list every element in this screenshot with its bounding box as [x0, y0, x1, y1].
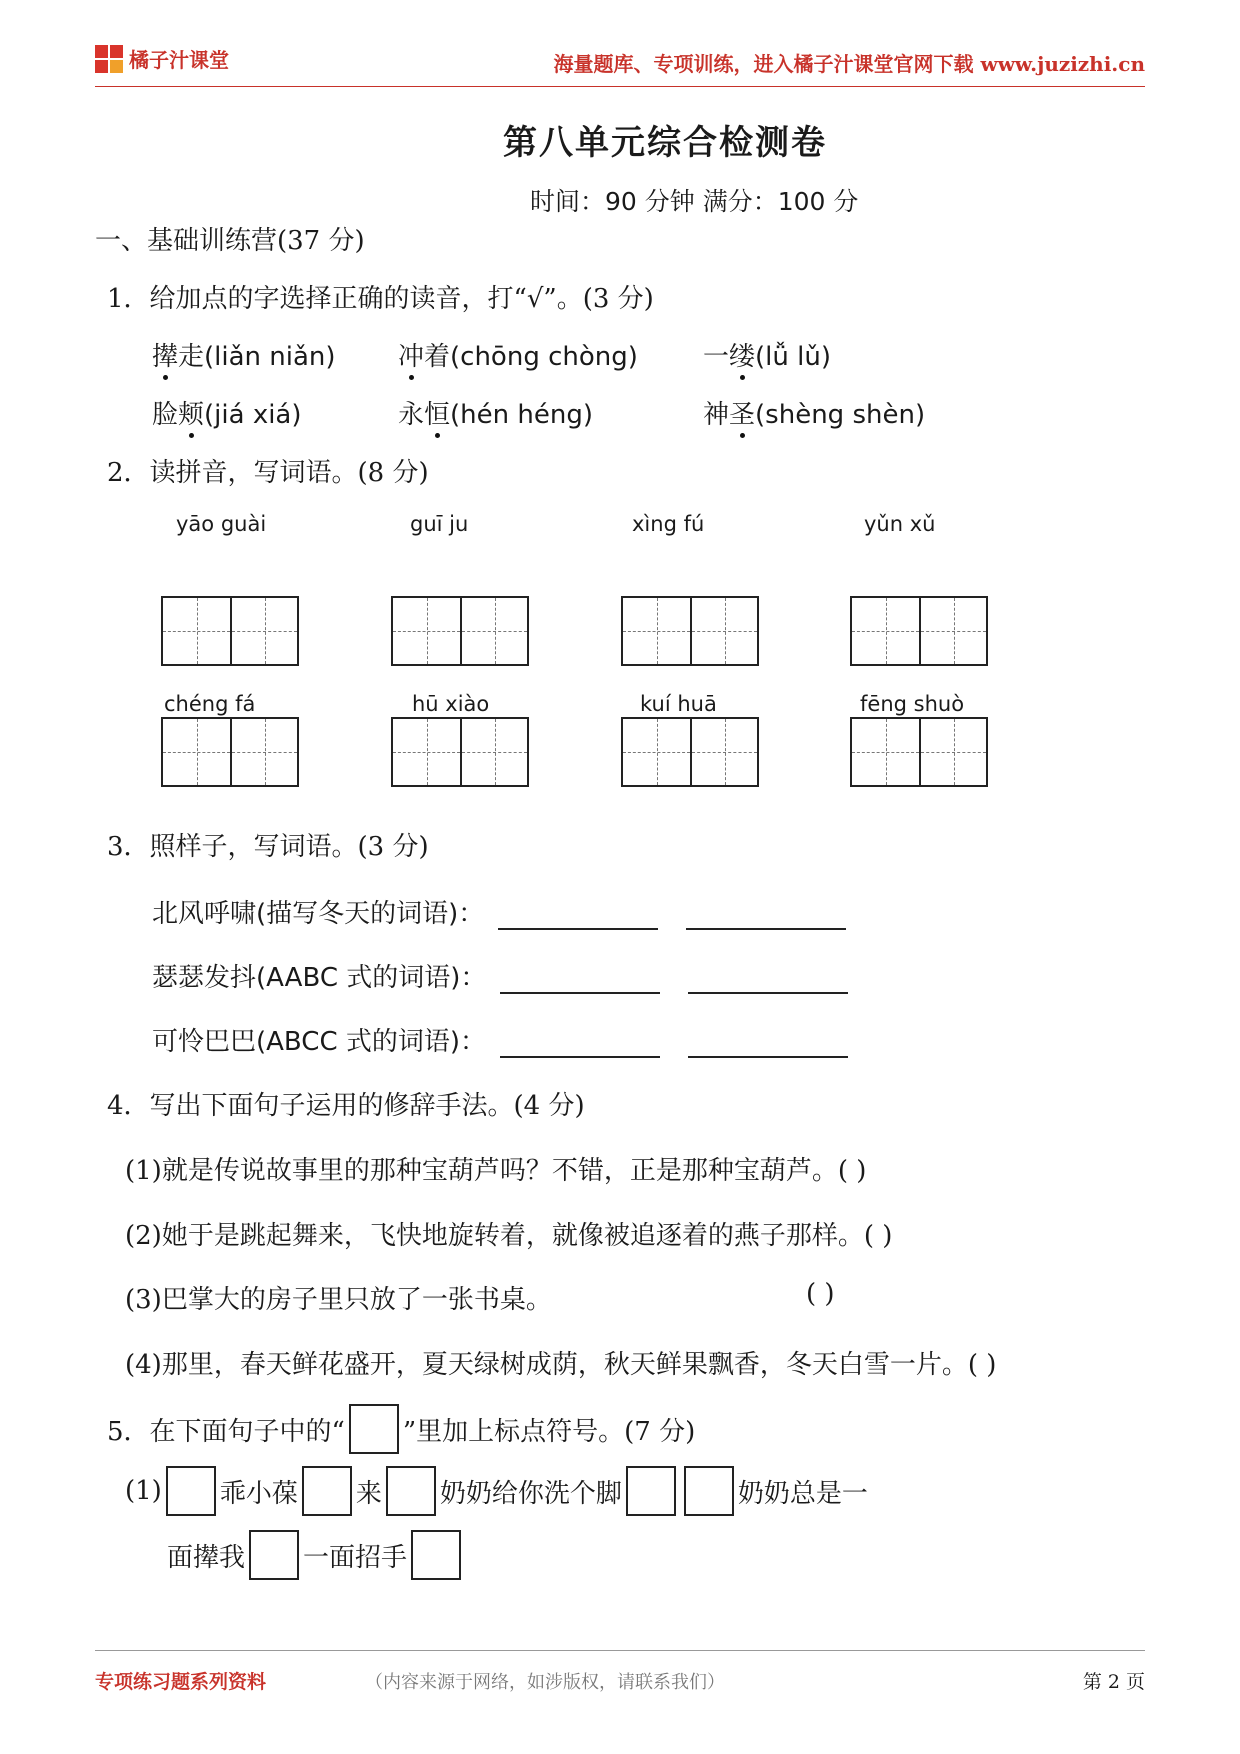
- punctuation-box[interactable]: [249, 1530, 299, 1580]
- exam-info: 时间：90 分钟 满分：100 分: [530, 187, 859, 216]
- q4-answer-paren[interactable]: ( ): [806, 1279, 835, 1309]
- writing-grid[interactable]: [161, 596, 299, 666]
- pinyin-label: kuí huā: [640, 692, 717, 716]
- site-logo: [95, 44, 229, 73]
- footer-notice: （内容来源于网络，如涉版权，请联系我们）: [365, 1672, 725, 1693]
- writing-grid[interactable]: [850, 717, 988, 787]
- question-4-prompt: 4．写出下面句子运用的修辞手法。(4 分): [107, 1091, 585, 1121]
- header-slogan: 海量题库、专项训练，进入橘子汁课堂官网下载 www.juzizhi.cn: [553, 52, 1145, 76]
- pinyin-label: xìng fú: [632, 512, 705, 536]
- footer-divider: [95, 1650, 1145, 1651]
- q4-item: (1)就是传说故事里的那种宝葫芦吗？不错，正是那种宝葫芦。( ): [125, 1156, 867, 1186]
- q1-option: 撵走(liǎn niǎn): [152, 342, 336, 372]
- punctuation-box[interactable]: [684, 1466, 734, 1516]
- sample-box: [349, 1404, 399, 1454]
- footer-series: 专项练习题系列资料: [95, 1671, 267, 1693]
- writing-grid[interactable]: [391, 717, 529, 787]
- logo-text: 橘子汁课堂: [129, 48, 229, 72]
- q3-line: 瑟瑟发抖(AABC 式的词语)：: [152, 957, 862, 994]
- pinyin-label: yǔn xǔ: [864, 512, 936, 536]
- answer-blank[interactable]: [500, 970, 660, 994]
- q5-line-1: (1) 乖小葆 来 奶奶给你洗个脚 奶奶总是一: [125, 1466, 868, 1516]
- q1-option: 冲着(chōng chòng): [398, 342, 638, 372]
- writing-grid[interactable]: [391, 596, 529, 666]
- q3-line: 北风呼啸(描写冬天的词语)：: [152, 893, 860, 930]
- page-title: 第八单元综合检测卷: [503, 123, 827, 163]
- question-2-prompt: 2．读拼音，写词语。(8 分): [107, 458, 429, 488]
- q5-line-2: 面撵我 一面招手: [167, 1530, 465, 1580]
- answer-blank[interactable]: [498, 906, 658, 930]
- page-number: 第 2 页: [1082, 1671, 1145, 1693]
- header-divider: [95, 86, 1145, 87]
- q1-option: 永恒(hén héng): [398, 400, 593, 430]
- pinyin-label: fēng shuò: [860, 692, 965, 716]
- q4-item: (4)那里，春天鲜花盛开，夏天绿树成荫，秋天鲜果飘香，冬天白雪一片。( ): [125, 1350, 997, 1380]
- answer-blank[interactable]: [500, 1034, 660, 1058]
- answer-blank[interactable]: [688, 1034, 848, 1058]
- pinyin-label: chéng fá: [164, 692, 256, 716]
- punctuation-box[interactable]: [166, 1466, 216, 1516]
- q1-option: 脸颊(jiá xiá): [152, 400, 302, 430]
- pinyin-label: guī ju: [410, 512, 469, 536]
- q3-line: 可怜巴巴(ABCC 式的词语)：: [152, 1021, 862, 1058]
- punctuation-box[interactable]: [411, 1530, 461, 1580]
- punctuation-box[interactable]: [626, 1466, 676, 1516]
- q1-option: 神圣(shèng shèn): [703, 400, 926, 430]
- writing-grid[interactable]: [621, 717, 759, 787]
- q1-option: 一缕(lǚ lǔ): [703, 342, 831, 372]
- question-5-prompt: 5．在下面句子中的“ ”里加上标点符号。(7 分): [107, 1404, 695, 1454]
- writing-grid[interactable]: [850, 596, 988, 666]
- writing-grid[interactable]: [621, 596, 759, 666]
- question-3-prompt: 3．照样子，写词语。(3 分): [107, 832, 429, 862]
- pinyin-label: hū xiào: [412, 692, 490, 716]
- q4-item: (2)她于是跳起舞来，飞快地旋转着，就像被追逐着的燕子那样。( ): [125, 1221, 893, 1251]
- q4-item: (3)巴掌大的房子里只放了一张书桌。: [125, 1285, 552, 1315]
- punctuation-box[interactable]: [302, 1466, 352, 1516]
- question-1-prompt: 1．给加点的字选择正确的读音，打“√”。(3 分): [107, 284, 654, 314]
- answer-blank[interactable]: [688, 970, 848, 994]
- pinyin-label: yāo guài: [176, 512, 267, 536]
- logo-icon: [95, 45, 123, 73]
- punctuation-box[interactable]: [386, 1466, 436, 1516]
- section-heading: 一、基础训练营(37 分): [95, 226, 365, 256]
- answer-blank[interactable]: [686, 906, 846, 930]
- writing-grid[interactable]: [161, 717, 299, 787]
